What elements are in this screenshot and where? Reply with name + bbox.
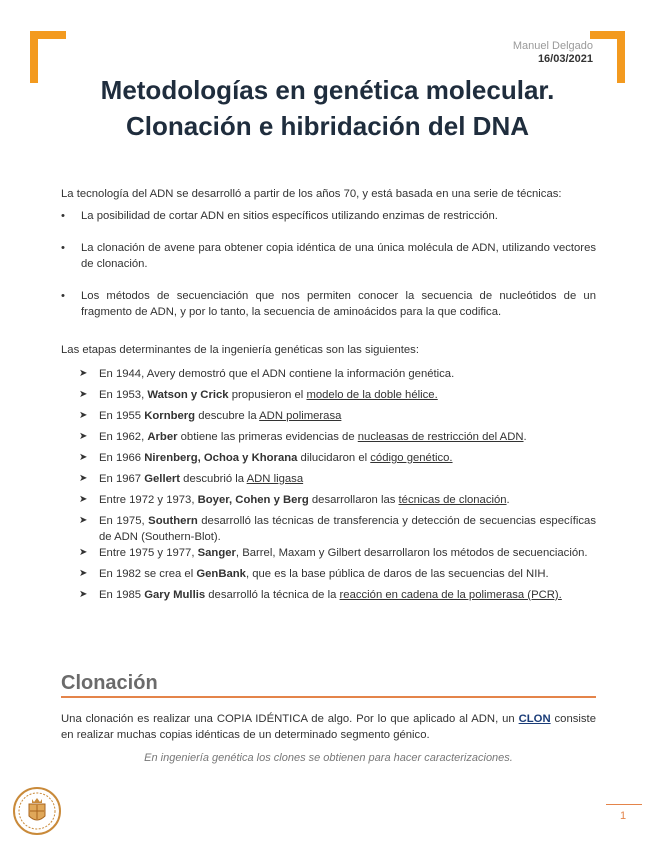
italic-note: En ingeniería genética los clones se obtienen para hacer caracterizaciones. [144,752,513,764]
clon-link[interactable]: CLON [518,713,551,725]
arrow-bullet-icon: ➤ [79,494,88,505]
document-date: 16/03/2021 [537,53,593,65]
stage-link[interactable]: ADN ligasa [246,473,304,485]
section-divider [61,696,596,698]
stage-link[interactable]: nucleasas de restricción del ADN [357,431,524,443]
intro-paragraph: La tecnología del ADN se desarrolló a partir de los años 70, y está basada en una serie de técnicas: [61,188,562,200]
page-number: 1 [620,810,627,822]
arrow-bullet-icon: ➤ [79,368,88,379]
arrow-bullet-icon: ➤ [79,473,88,484]
university-seal-icon [12,786,62,836]
stage-item: ➤ Entre 1972 y 1973, Boyer, Cohen y Berg desarrollaron las técnicas de clonación. [79,494,510,506]
header-info [513,40,593,66]
arrow-bullet-icon: ➤ [79,431,88,442]
title-line-2: Clonación e hibridación del DNA [125,111,530,141]
section-title: Clonación [61,672,158,694]
arrow-bullet-icon: ➤ [79,547,88,558]
arrow-bullet-icon: ➤ [79,452,88,463]
title-line-1: Metodologías en genética molecular. [100,75,555,105]
arrow-bullet-icon: ➤ [79,410,88,421]
list-item: • La posibilidad de cortar ADN en sitios específicos utilizando enzimas de restricción. [61,208,596,224]
stage-link[interactable]: reacción en cadena de la polimerasa (PCR). [339,589,562,601]
corner-decoration-left-top [30,31,66,39]
stage-link[interactable]: código genético. [370,452,453,464]
clonacion-definition: Una clonación es realizar una COPIA IDÉNTICA de algo. Por lo que aplicado al ADN, un CLON consiste en realizar muchas copias idénticas de un determinado segmento génico. [61,713,596,741]
corner-decoration-right-top [590,31,625,39]
list-item: • La clonación de avene para obtener copia idéntica de una única molécula de ADN, utilizando vectores de clonación. [61,240,596,272]
arrow-bullet-icon: ➤ [79,568,88,579]
stage-item: ➤ En 1982 se crea el GenBank, que es la base pública de daros de las secuencias del NIH. [79,568,549,580]
stage-item: ➤ En 1955 Kornberg descubre la ADN polimerasa [79,410,342,422]
arrow-bullet-icon: ➤ [79,515,88,526]
main-content [61,186,596,608]
stage-link[interactable]: modelo de la doble hélice. [306,389,438,401]
stage-item: ➤ En 1985 Gary Mullis desarrolló la técnica de la reacción en cadena de la polimerasa (PCR). [79,589,562,601]
stage-item: ➤ En 1962, Arber obtiene las primeras evidencias de nucleasas de restricción del ADN. [79,431,527,443]
arrow-bullet-icon: ➤ [79,389,88,400]
stage-link[interactable]: técnicas de clonación [398,494,507,506]
stage-item: ➤ Entre 1975 y 1977, Sanger, Barrel, Maxam y Gilbert desarrollaron los métodos de secuenciación. [79,547,588,559]
stage-item: ➤ En 1953, Watson y Crick propusieron el modelo de la doble hélice. [79,389,438,401]
stages-intro: Las etapas determinantes de la ingeniería genéticas son las siguientes: [61,344,419,356]
author-name: Manuel Delgado [512,40,593,52]
footer-divider [606,804,642,805]
stage-item: ➤ En 1944, Avery demostró que el ADN contiene la información genética. [79,368,455,380]
techniques-list [61,208,596,320]
stages-list [61,366,596,603]
stage-item: ➤ En 1966 Nirenberg, Ochoa y Khorana dilucidaron el código genético. [79,452,453,464]
stage-link[interactable]: ADN polimerasa [259,410,342,422]
arrow-bullet-icon: ➤ [79,589,88,600]
stage-item: ➤ En 1975, Southern desarrolló las técnicas de transferencia y detección de secuencias específicas de ADN (Southern-Blot). [79,515,596,543]
stage-item: ➤ En 1967 Gellert descubrió la ADN ligasa [79,473,304,485]
page-title [40,72,615,144]
list-item: • Los métodos de secuenciación que nos permiten conocer la secuencia de nucleótidos de un fragmento de ADN, y por lo tanto, la secuencia de aminoácidos para la que codifica. [61,288,596,320]
